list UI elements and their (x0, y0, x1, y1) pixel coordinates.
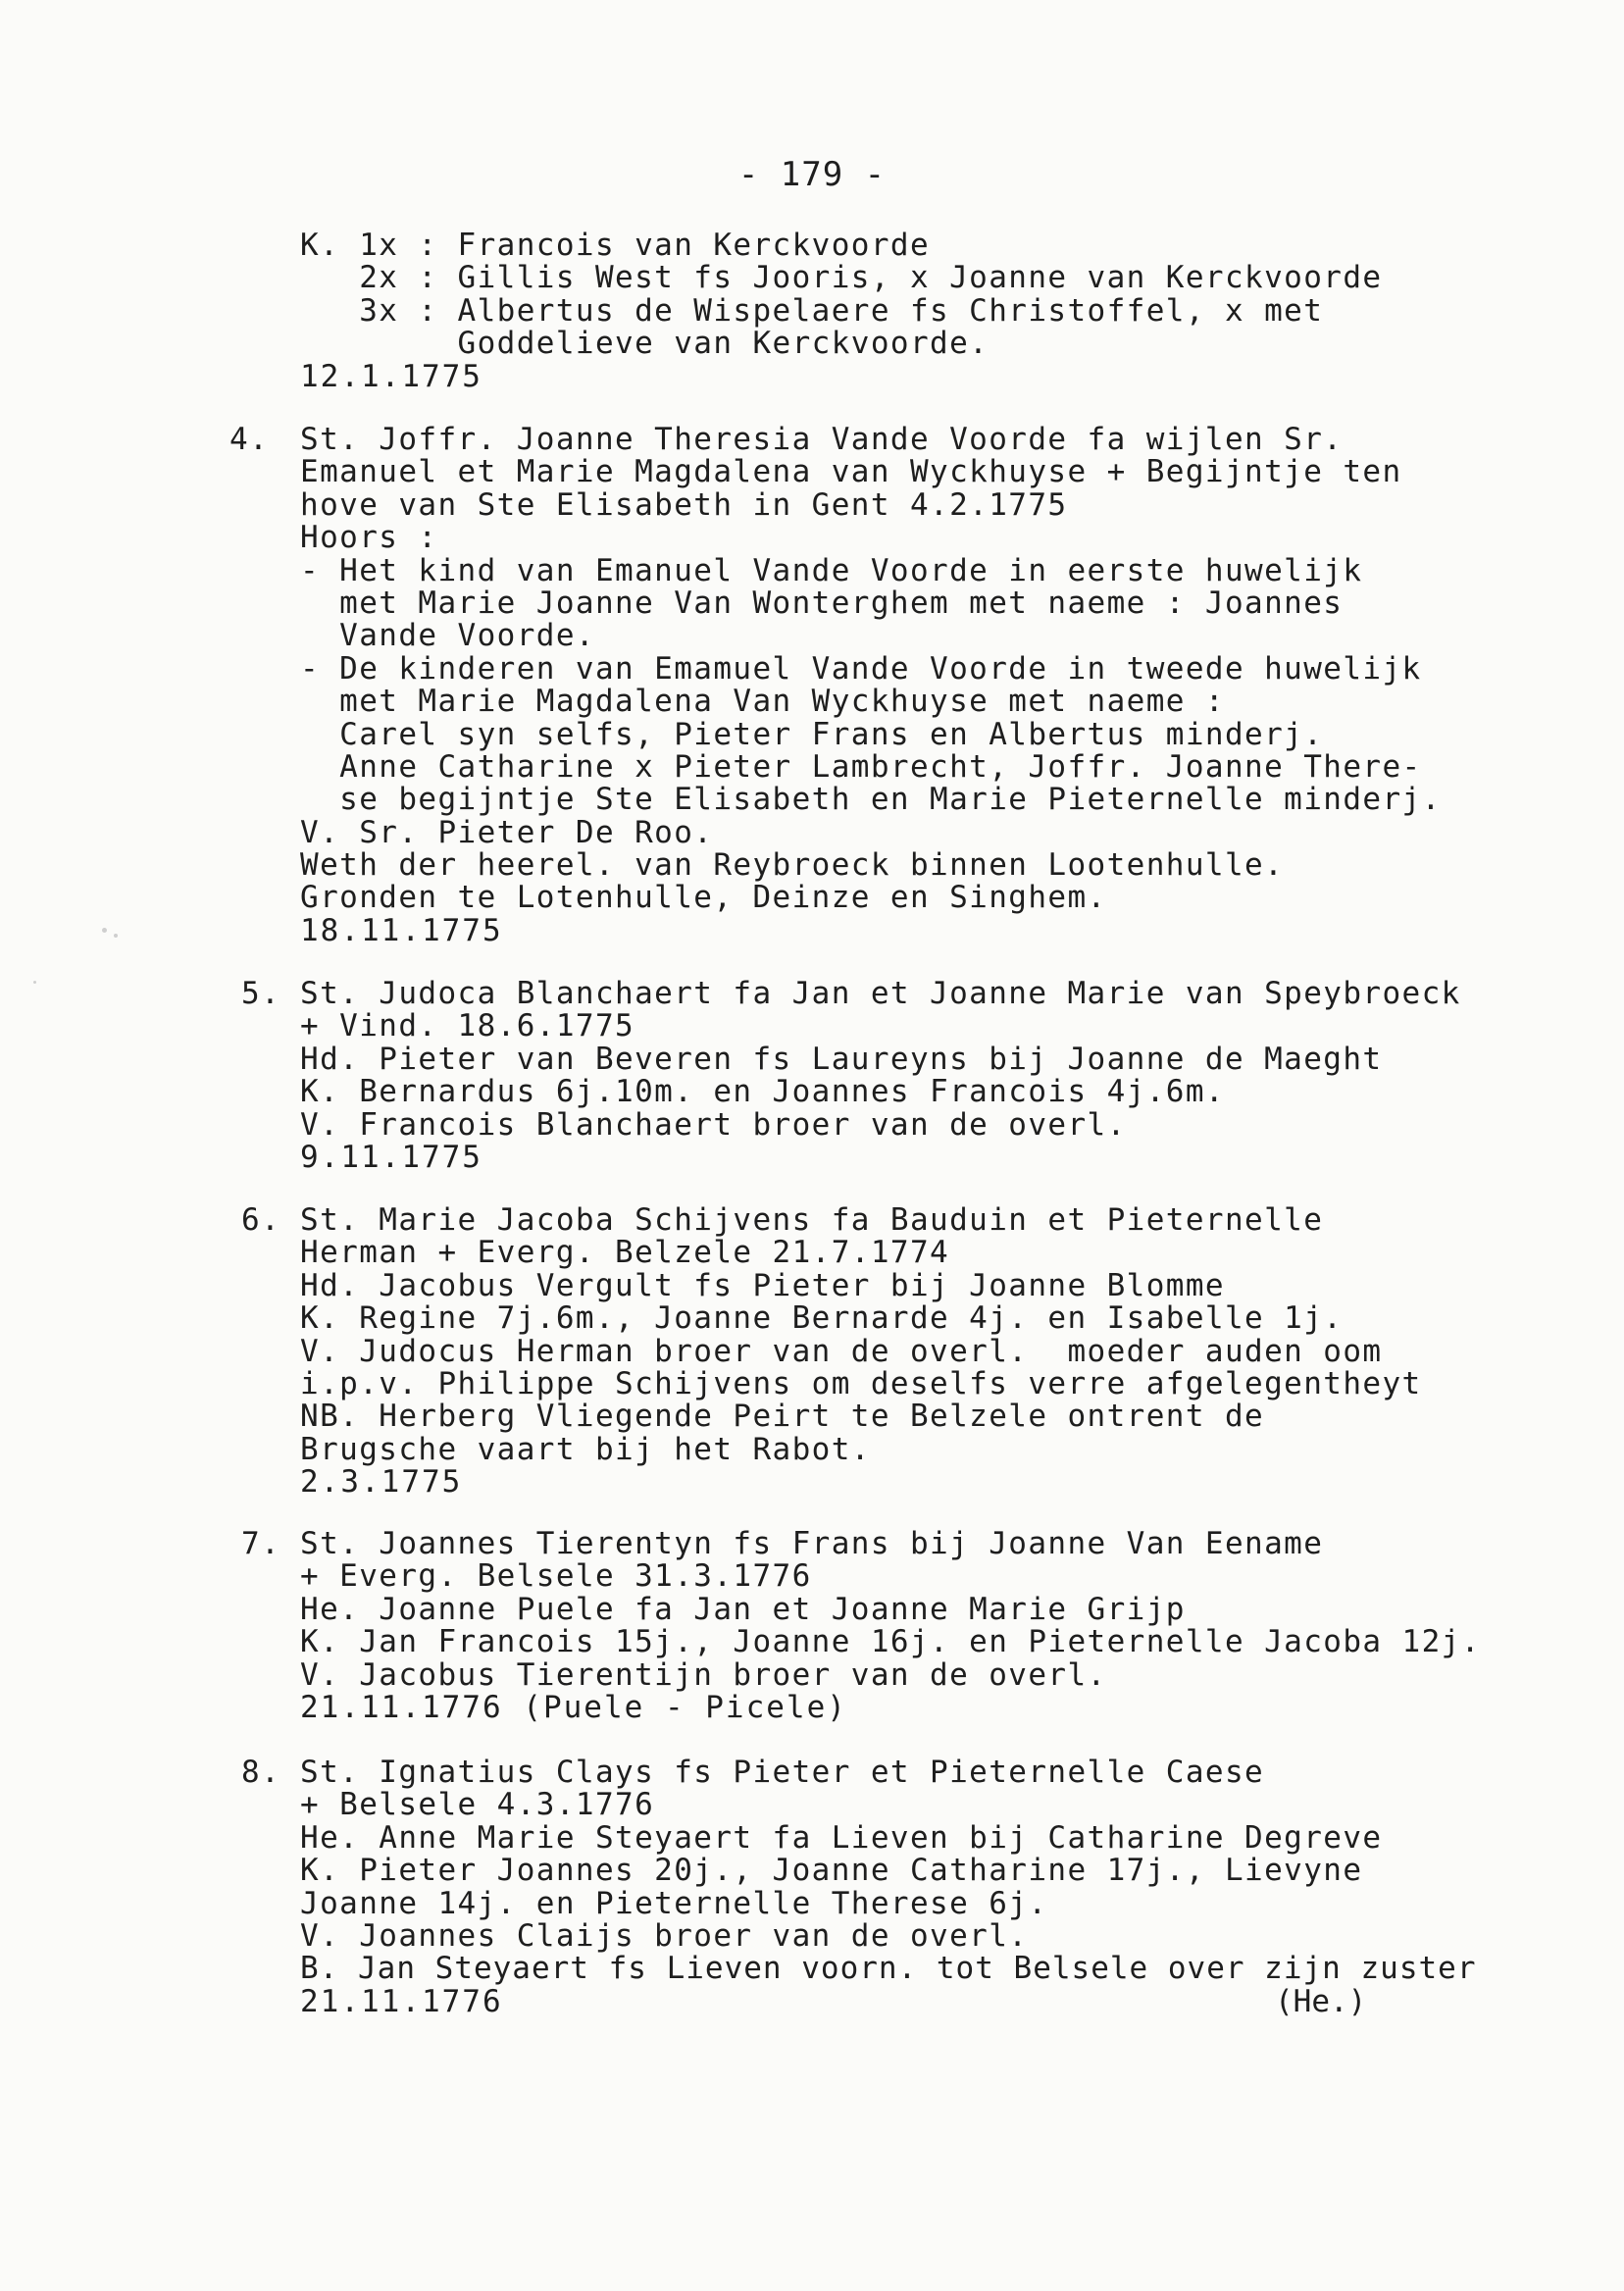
entry-date: 21.11.1776 (300, 1983, 503, 2019)
text-line: Weth der heerel. van Reybroeck binnen Lootenhulle. (300, 847, 1285, 884)
entry-4 (300, 424, 1442, 947)
text-line: met Marie Magdalena Van Wyckhuyse met naeme : (300, 684, 1225, 720)
text-line: + Belsele 4.3.1776 (300, 1787, 655, 1823)
entry-7 (300, 1528, 1481, 1724)
text-line: He. Joanne Puele fa Jan et Joanne Marie Grijp (300, 1591, 1186, 1627)
scan-speck (33, 981, 36, 984)
entry-date: 21.11.1776 (Puele - Picele) (300, 1689, 847, 1725)
text-line: Hd. Jacobus Vergult fs Pieter bij Joanne Blomme (300, 1267, 1225, 1303)
entry-number: 7. (241, 1526, 281, 1561)
text-line: Carel syn selfs, Pieter Frans en Albertus minderj. (300, 716, 1324, 752)
entry-8 (300, 1756, 1476, 2018)
text-line: St. Joannes Tierentyn fs Frans bij Joanne Van Eename (300, 1526, 1324, 1561)
text-line: St. Judoca Blanchaert fa Jan et Joanne Marie van Speybroeck (300, 976, 1461, 1011)
text-line: - De kinderen van Emamuel Vande Voorde in tweede huwelijk (300, 650, 1422, 687)
entry-date: 12.1.1775 (300, 358, 482, 394)
text-line: St. Ignatius Clays fs Pieter et Pieternelle Caese (300, 1755, 1265, 1790)
text-line: + Vind. 18.6.1775 (300, 1008, 635, 1044)
text-line: K. Regine 7j.6m., Joanne Bernarde 4j. en Isabelle 1j. (300, 1300, 1344, 1337)
entry-date: 2.3.1775 (300, 1464, 463, 1501)
text-line: St. Marie Jacoba Schijvens fa Bauduin et Pieternelle (300, 1202, 1324, 1238)
text-line: 3x : Albertus de Wispelaere fs Christoffel, x met (300, 292, 1324, 329)
scan-speck (102, 928, 107, 933)
side-note: (He.) (1275, 1984, 1367, 2019)
text-line: Gronden te Lotenhulle, Deinze en Singhem. (300, 880, 1107, 916)
text-line: Emanuel et Marie Magdalena van Wyckhuyse + Begijntje ten (300, 454, 1402, 490)
text-line: V. Francois Blanchaert broer van de overl. (300, 1106, 1127, 1143)
entry-number: 5. (241, 976, 281, 1011)
text-line: K. Jan Francois 15j., Joanne 16j. en Pieternelle Jacoba 12j. (300, 1624, 1481, 1660)
text-line: V. Joannes Claijs broer van de overl. (300, 1917, 1029, 1954)
text-line: i.p.v. Philippe Schijvens om deselfs verre afgelegentheyt (300, 1365, 1422, 1401)
text-line: NB. Herberg Vliegende Peirt te Belzele ontrent de (300, 1399, 1265, 1435)
entry-5 (300, 978, 1461, 1174)
text-line: He. Anne Marie Steyaert fa Lieven bij Catharine Degreve (300, 1819, 1383, 1856)
text-line: Hd. Pieter van Beveren fs Laureyns bij Joanne de Maeght (300, 1041, 1383, 1077)
text-line: K. Bernardus 6j.10m. en Joannes Francois 4j.6m. (300, 1074, 1225, 1110)
text-line: Joanne 14j. en Pieternelle Therese 6j. (300, 1885, 1048, 1921)
top-block (300, 229, 1383, 393)
text-line: K. Pieter Joannes 20j., Joanne Catharine 17j., Lievyne (300, 1853, 1363, 1889)
entry-number: 8. (241, 1755, 281, 1790)
text-line: Goddelieve van Kerckvoorde. (300, 326, 990, 362)
text-line: hove van Ste Elisabeth in Gent 4.2.1775 (300, 486, 1068, 523)
text-line: + Everg. Belsele 31.3.1776 (300, 1558, 812, 1595)
entry-date: 9.11.1775 (300, 1139, 482, 1175)
text-line: K. 1x : Francois van Kerckvoorde (300, 228, 931, 263)
text-line: V. Jacobus Tierentijn broer van de overl. (300, 1656, 1107, 1693)
text-line: V. Judocus Herman broer van de overl. moeder auden oom (300, 1333, 1383, 1369)
text-line: 2x : Gillis West fs Jooris, x Joanne van Kerckvoorde (300, 260, 1383, 296)
entry-number: 4. (229, 422, 270, 457)
text-line: se begijntje Ste Elisabeth en Marie Pieternelle minderj. (300, 782, 1442, 818)
text-line: V. Sr. Pieter De Roo. (300, 814, 714, 850)
text-line: - Het kind van Emanuel Vande Voorde in eerste huwelijk (300, 552, 1363, 588)
text-line: Anne Catharine x Pieter Lambrecht, Joffr. Joanne There- (300, 748, 1422, 785)
scan-speck (114, 934, 118, 938)
text-line: Brugsche vaart bij het Rabot. (300, 1431, 871, 1467)
entry-date: 18.11.1775 (300, 912, 503, 948)
text-line: B. Jan Steyaert fs Lieven voorn. tot Belsele over zijn zuster (300, 1951, 1477, 1987)
entry-6 (300, 1204, 1422, 1500)
text-line: Herman + Everg. Belzele 21.7.1774 (300, 1235, 950, 1271)
text-line: Vande Voorde. (300, 618, 595, 654)
entry-number: 6. (241, 1202, 281, 1238)
page-number: - 179 - (737, 155, 887, 194)
text-line: Hoors : (300, 520, 438, 556)
text-line: met Marie Joanne Van Wonterghem met naeme : Joannes (300, 585, 1344, 621)
text-line: St. Joffr. Joanne Theresia Vande Voorde fa wijlen Sr. (300, 422, 1344, 457)
